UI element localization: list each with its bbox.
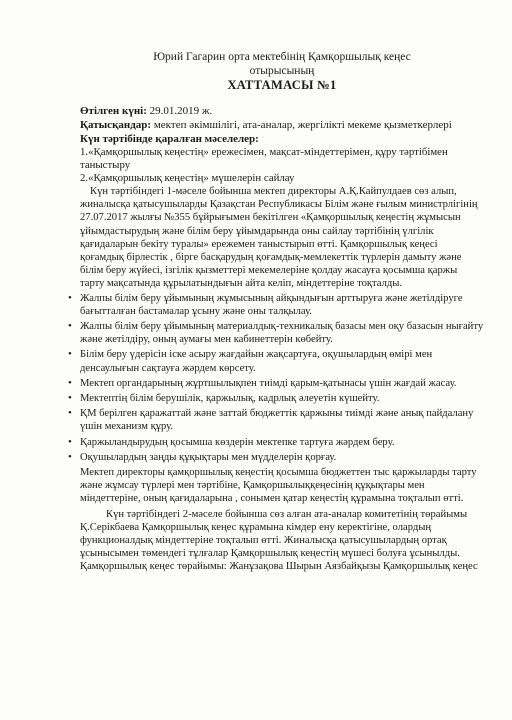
duty-item: • Жалпы білім беру ұйымының материалдық-техникалық базасы мен оқу базасын нығайту және жетілдіру, оның аумағы мен кабинеттерін көбейту. (66, 320, 484, 346)
paragraph-1: Күн тәртібіндегі 1-мәселе бойынша мектеп директоры А.Қ.Кайпулдаев сөз алып, жиналысқа қатысушыларды Қазақстан Республикасы Білім және ғылым министрлігінің 27.07.2017 жылғы №355 бұйрығымен бекітілген «Қамқоршылық кеңестің жұмысын ұйымдастырудың және білім беру ұйымдарында оны сайлау тәртібінің үлгілік қағидаларын бекіту туралы» ережемен таныстырып өтті. Қамқоршылық кеңесі қоғамдық бірлестік , бірге басқарудың қоғамдық-мемлекеттік түрлерін дамыту және білім беру жүйесі, ізгілік қызметтері мекемелеріне қолдау жасауға қосымша қаржы тарту мақсатында құрылатындығын айта келіп, міндеттеріне тоқталды. (80, 186, 478, 290)
duties-list (66, 292, 484, 464)
agenda-item-2: 2.«Қамқоршылық кеңестің» мүшелерін сайлау (80, 172, 295, 184)
duty-item: • ҚМ берілген қаражаттай және заттай бюджеттік қаржыны тиімді және анық пайдалану үшін механизм құру. (66, 407, 484, 433)
duty-item: • Оқушылардың заңды құқықтары мен мүдделерін қорғау. (66, 451, 484, 464)
participants-row (80, 119, 484, 132)
duty-item: • Жалпы білім беру ұйымының жұмысының айқындығын арттыруға және жетілдіруге бағытталған бастамалар ұсыну және оны талқылау. (66, 292, 484, 318)
duty-item: • Мектеп органдарының жұртшылықпен тиімді қарым-қатынасы үшін жағдай жасау. (66, 377, 484, 390)
duty-item: • Мектептің білім берушілік, қаржылық, кадрлық әлеуетін күшейту. (66, 392, 484, 405)
participants-value: мектеп әкімшілігі, ата-аналар, жергілікті мекеме қызметкерлері (151, 119, 452, 131)
header-line-1: Юрий Гагарин орта мектебінің Қамқоршылық кеңес (153, 51, 411, 63)
duty-item: • Білім беру үдерісін іске асыру жағдайын жақсартуға, оқушылардың өмірі мен денсаулығын сақтауға жәрдем көрсету. (66, 348, 484, 374)
document-title: ХАТТАМАСЫ №1 (227, 78, 337, 92)
paragraph-3: Күн тәртібіндегі 2-мәселе бойынша сөз алған ата-аналар комитетінің төрайымы Қ.Серікбаева Қамқоршылық кеңес құрамына кімдер ену керектігіне, олардың функционалдық міндеттеріне тоқталып өтті. Жиналысқа қатысушылардың ортақ ұсынысымен төмендегі тұлғалар Қамқоршылық кеңестің мүшесі болуға ұсынылды. Қамқоршылық кеңес төрайымы: Жанұзақова Шырын Аязбайқызы Қамқоршылық кеңес (80, 508, 478, 573)
header-line-2: отырысының (249, 65, 315, 77)
date-row (80, 105, 484, 118)
date-value: 29.01.2019 ж. (146, 105, 213, 117)
paragraph-2: Мектеп директоры қамқоршылық кеңестің қосымша бюджеттен тыс қаржыларды тарту және жұмсау түрлері мен тәртібіне, Қамқоршылыққеңесінің құқықтары мен міндеттеріне, оның қағидаларына , сонымен қатар кеңестің құрамына тоқталып өтті. (80, 467, 477, 505)
participants-label: Қатысқандар: (80, 119, 152, 131)
date-label: Өтілген күні: (80, 105, 147, 117)
agenda-item-1: 1.«Қамқоршылық кеңестің» ережесімен, мақсат-міндеттерімен, құру тәртібімен таныстыру (80, 146, 448, 171)
document-content (80, 50, 484, 574)
duty-item: • Қаржыландырудың қосымша көздерін мектепке тартуға жәрдем беру. (66, 436, 484, 449)
agenda-heading: Күн тәртібінде қаралған мәселелер: (80, 133, 259, 145)
